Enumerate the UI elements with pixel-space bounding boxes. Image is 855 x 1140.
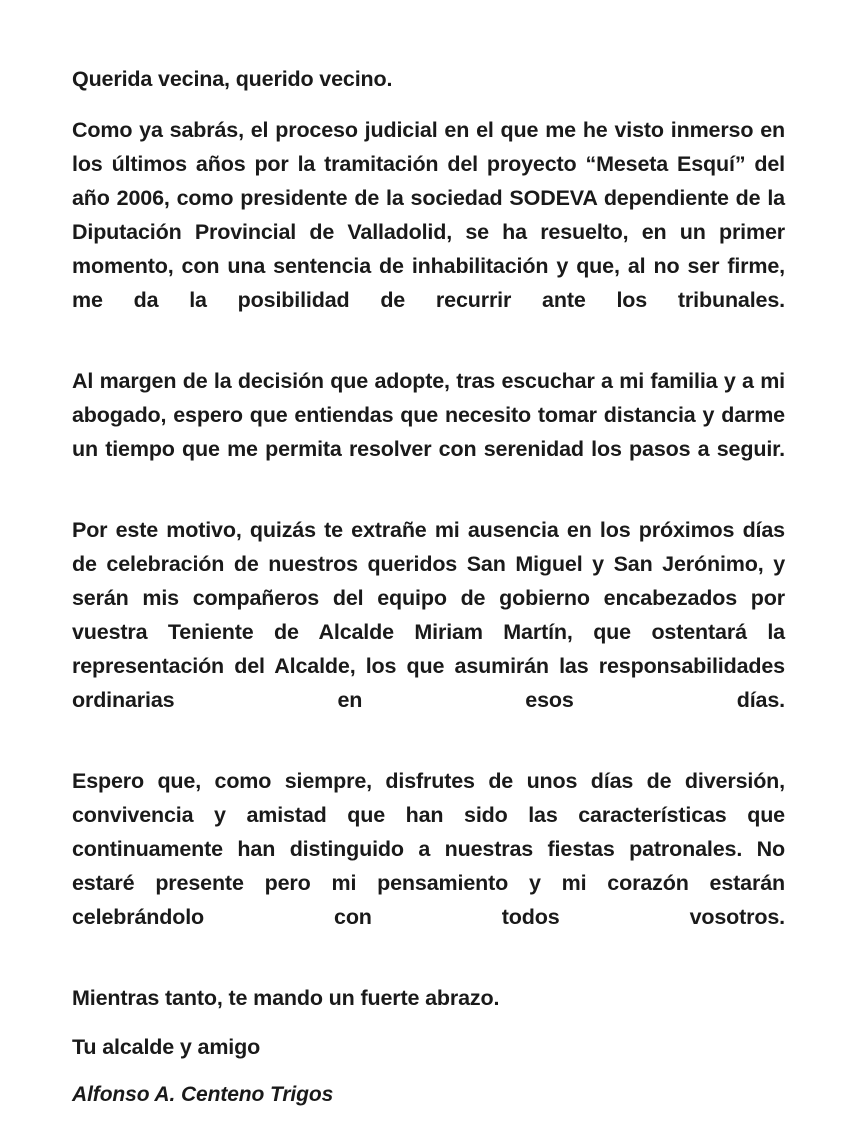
letter-body [72,62,785,1110]
paragraph-4: Espero que, como siempre, disfrutes de unos días de diversión, convivencia y amistad que han sido las características que continuamente han distinguido a nuestras fiestas patronales. No estaré presente pero mi pensamiento y mi corazón estarán celebrándolo con todos vosotros. [72,769,785,929]
paragraph-2: Al margen de la decisión que adopte, tras escuchar a mi familia y a mi abogado, espero que entiendas que necesito tomar distancia y darme un tiempo que me permita resolver con serenidad los pasos a seguir. [72,369,785,461]
signoff: Tu alcalde y amigo [72,1035,261,1059]
salutation: Querida vecina, querido vecino. [72,67,393,91]
signature-name: Alfonso A. Centeno Trigos [72,1083,334,1106]
closing-line: Mientras tanto, te mando un fuerte abrazo. [72,986,500,1010]
paragraph-3: Por este motivo, quizás te extrañe mi ausencia en los próximos días de celebración de nuestros queridos San Miguel y San Jerónimo, y serán mis compañeros del equipo de gobierno encabezados por vuestra Teniente de Alcalde Miriam Martín, que ostentará la representación del Alcalde, los que asumirán las responsabilidades ordinarias en esos días. [72,518,785,712]
paragraph-1: Como ya sabrás, el proceso judicial en el que me he visto inmerso en los últimos años por la tramitación del proyecto “Meseta Esquí” del año 2006, como presidente de la sociedad SODEVA dependiente de la Diputación Provincial de Valladolid, se ha resuelto, en un primer momento, con una sentencia de inhabilitación y que, al no ser firme, me da la posibilidad de recurrir ante los tribunales. [72,118,785,312]
